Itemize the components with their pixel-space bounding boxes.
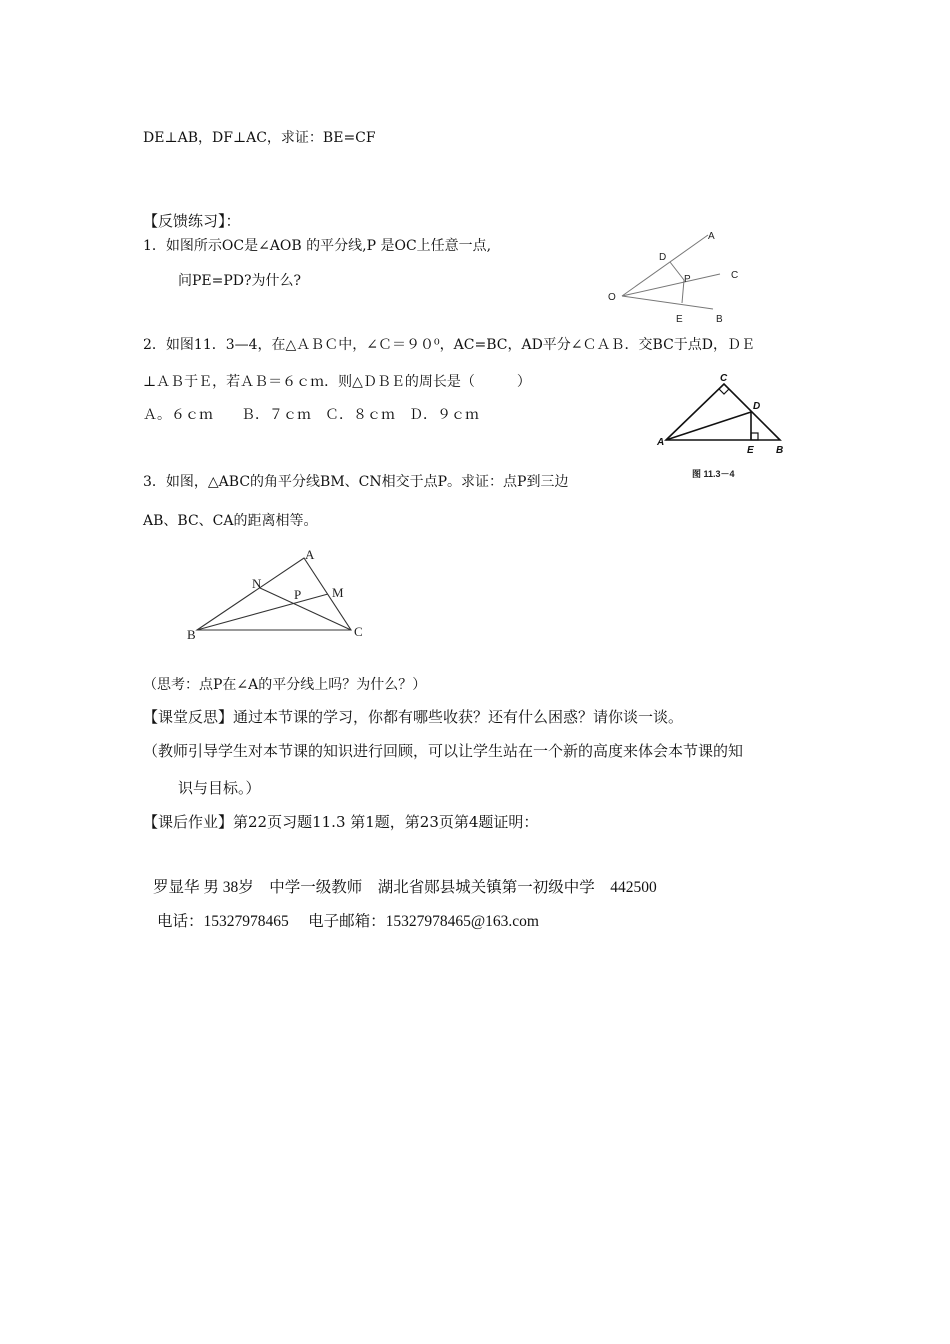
reflection-line3: 识与目标。） (178, 779, 261, 797)
reflection-line1: 【课堂反思】通过本节课的学习，你都有哪些收获？还有什么困惑？请你谈一谈。 (143, 708, 684, 726)
label-D: D (753, 401, 761, 412)
label-P: P (684, 274, 691, 285)
label-M: M (332, 585, 344, 600)
feedback-heading: 【反馈练习】： (143, 212, 241, 230)
label-C: C (720, 373, 728, 384)
q1-line2: 问PE=PD?为什么? (178, 273, 302, 289)
label-A: A (305, 547, 315, 562)
label-D: D (659, 252, 667, 263)
q3-line1: 3．如图，△ABC的角平分线BM、CN相交于点P。求证：点P到三边 (143, 474, 569, 490)
label-E: E (747, 445, 754, 456)
label-A: A (657, 437, 665, 448)
q3-line2: AB、BC、CA的距离相等。 (143, 513, 318, 529)
label-B: B (776, 445, 784, 456)
label-O: O (608, 292, 616, 303)
q1-line1: 1．如图所示OC是∠AOB 的平分线,P 是OC上任意一点, (143, 238, 492, 254)
label-N: N (252, 576, 262, 591)
q1-angle-bisector-figure (608, 226, 758, 326)
label-A: A (708, 231, 715, 242)
label-B: B (187, 627, 196, 642)
q2-line2: ⊥ＡＢ于Ｅ，若ＡＢ＝６ｃｍ．则△ＤＢＥ的周长是（ ） (143, 374, 531, 390)
q3-angle-bisectors-figure (183, 546, 373, 642)
label-C: C (354, 624, 363, 639)
think-question: （思考：点P在∠A的平分线上吗？为什么？） (143, 677, 427, 693)
reflection-line2: （教师引导学生对本节课的知识进行回顾，可以让学生站在一个新的高度来体会本节课的知 (143, 742, 744, 760)
homework-line: 【课后作业】第22页习题11.3 第1题，第23页第4题证明： (143, 813, 539, 831)
figure-caption: 图 11.3－4 (692, 469, 735, 479)
author-contact-line: 电话：15327978465 电子邮箱：15327978465@163.com (157, 913, 539, 930)
q2-line1: 2．如图11．3—4，在△ＡＢＣ中，∠Ｃ＝９０⁰，AC=BC，AD平分∠ＣＡＢ．交BC于点D，ＤＥ (143, 337, 756, 353)
author-info-line: 罗显华 男 38岁 中学一级教师 湖北省郧县城关镇第一初级中学 442500 (153, 879, 657, 896)
label-P: P (294, 587, 302, 602)
label-E: E (676, 314, 683, 325)
label-B: B (716, 314, 723, 325)
q2-options: Ａ。６ｃｍ Ｂ．７ｃｍ Ｃ．８ｃｍ Ｄ．９ｃｍ (143, 407, 479, 423)
q2-right-triangle-figure (654, 370, 794, 482)
problem-conclusion-line: DE⊥AB，DF⊥AC，求证：BE=CF (143, 130, 376, 146)
label-C: C (731, 270, 739, 281)
